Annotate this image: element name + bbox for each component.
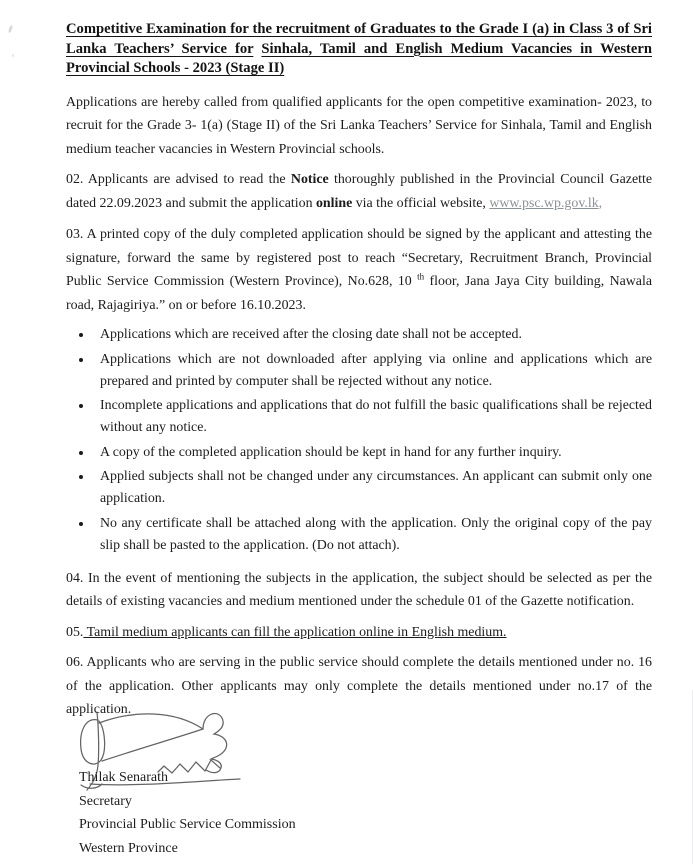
scan-artifact [12,54,14,57]
paragraph-04: 04. In the event of mentioning the subjects in the application, the subject should be selected as per the details of existing vacancies and medium mentioned under the schedule 01 of the Gazette notification. [66,570,652,609]
ordinal-superscript: th [417,271,425,282]
paragraph-05-number: 05. [66,624,84,640]
signatory-title: Secretary [79,793,132,809]
online-bold-text: online [315,195,353,211]
paragraph-05-underlined-text: Tamil medium applicants can fill the application online in English medium. [83,624,507,640]
paragraph-03-text: floor, Jana Jaya City building, Nawala road, Rajagiriya.” on or before 16.10.2023. [66,274,652,313]
scan-artifact [8,25,14,34]
document-page [66,20,652,722]
paragraph-02 [66,168,652,215]
notice-bold-text: Notice [290,172,329,187]
note-item: • No any certificate shall be attached along with the application. Only the original copy of the pay slip shall be pasted to the application. (Do not attach). [93,513,652,557]
note-item: • Incomplete applications and applications that do not fulfill the basic qualifications shall be rejected without any notice. [93,395,652,439]
paragraph-06: 06. Applicants who are serving in the public service should complete the details mentioned under no. 16 of the application. Other applicants may only complete the details mentioned under no.17 of the application. [66,655,652,717]
paragraph-05 [66,621,652,645]
title-segment-2: Sinhala, Tamil and English Medium Vacancies in Western Provincial Schools - 2023 (Stage II) [66,40,652,76]
document-title [66,20,652,79]
paragraph-intro: Applications are hereby called from qualified applicants for the open competitive examination- 2023, to recruit for the Grade 3- 1(a) (Stage II) of the Sri Lanka Teachers’ Service for Sinhala, Tamil and English medium teacher vacancies in Western Provincial schools. [66,94,652,157]
notes-list [66,324,652,557]
signatory-organization: Provincial Public Service Commission [79,817,296,832]
title-segment-1: Competitive Examination for the recruitment of Graduates to the Grade I (a) in Class 3 of Sri Lanka Teachers’ Service for [66,21,652,57]
paragraph-03-text: 03. A printed copy of the duly completed application should be signed by the applicant and attesting the signature, forward the same by registered post to reach “Secretary, Recruitment Branch, Provincial Public Service Commission (Western Province), No.628, 10 [66,227,652,289]
signatory-block [79,766,296,860]
note-item: • Applied subjects shall not be changed under any circumstances. An applicant can submit only one application. [93,466,652,510]
paragraph-02-text: via the official website, [352,195,490,211]
note-item: • Applications which are received after the closing date shall not be accepted. [93,324,652,346]
paragraph-02-text: 02. Applicants are advised to read the [66,172,291,187]
note-item: • Applications which are not downloaded after applying via online and applications which are prepared and printed by computer shall be rejected without any notice. [93,349,652,393]
signatory-province: Western Province [79,840,178,856]
website-link[interactable]: www.psc.wp.gov.lk, [489,195,603,211]
paragraph-02-text: thoroughly published in the Provincial Council Gazette dated 22.09.2023 and submit the application [66,172,652,211]
paragraph-03 [66,223,652,317]
note-item: • A copy of the completed application should be kept in hand for any further inquiry. [93,442,652,464]
signatory-name: Thilak Senarath [79,770,169,785]
